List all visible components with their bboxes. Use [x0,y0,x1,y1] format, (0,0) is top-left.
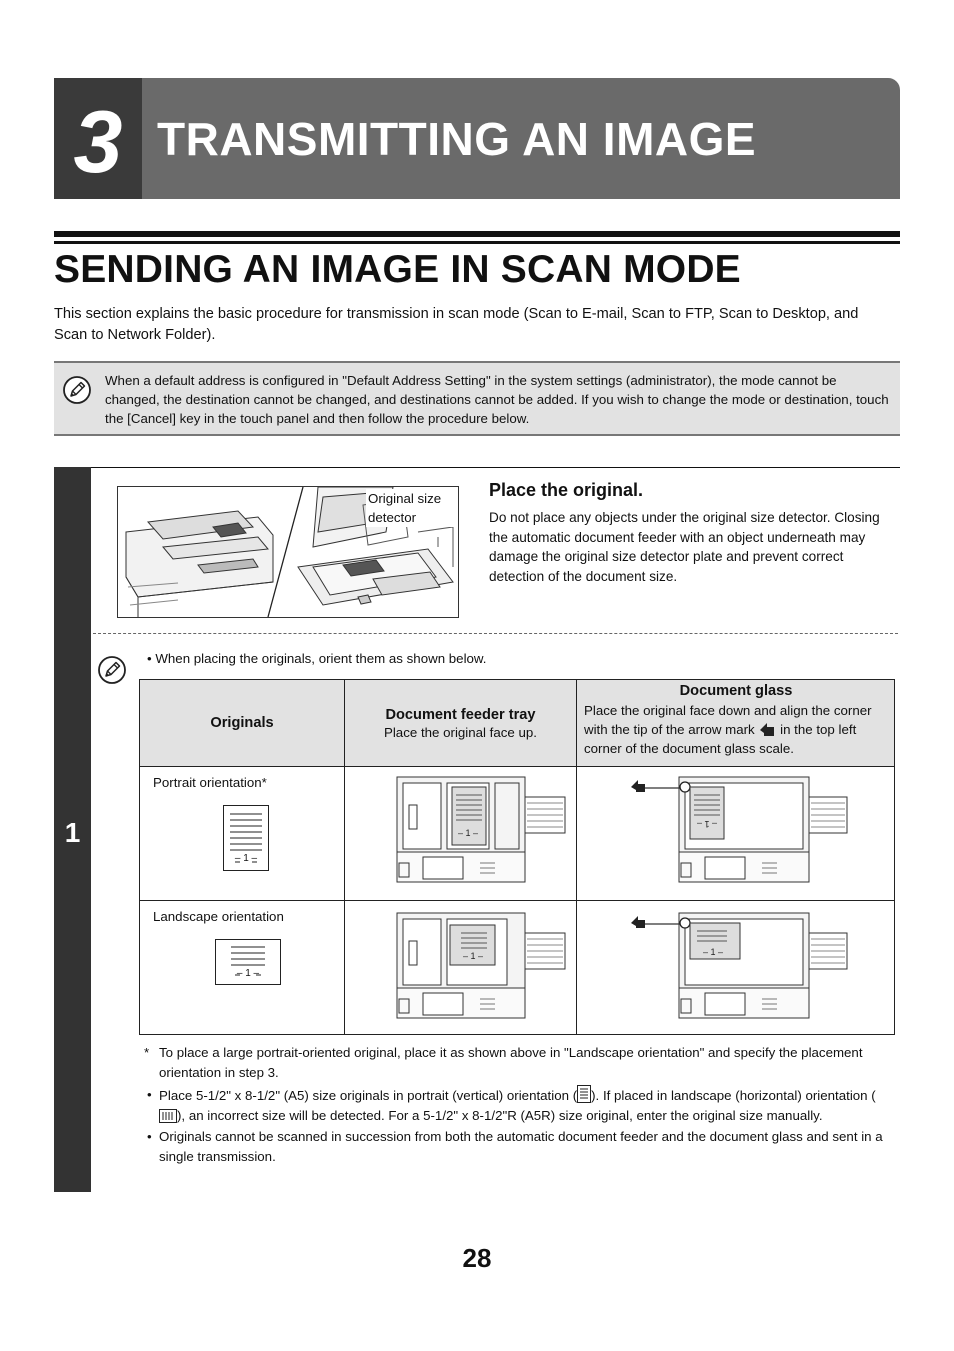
page-number: 28 [462,1243,492,1273]
svg-text:– 1 –: – 1 – [462,951,484,961]
section-rule-thick [54,231,900,237]
step-bar [54,467,91,1192]
bullet-mark: • [147,1087,152,1102]
footnote-asterisk [143,1043,893,1082]
table-row-landscape [140,901,895,1035]
dashed-separator [93,633,898,634]
step-top-line [91,467,900,468]
portrait-page-mark: – 1 – [234,853,258,864]
step-text: Do not place any objects under the original size detector. Closing the automatic document feeder with an object underneath may damage the original size detector plate and prevent correct detection of the document size. [489,510,880,584]
asterisk-mark: * [144,1045,150,1060]
portrait-orientation-icon [577,1085,591,1103]
original-size-detector-callout: Original size detector [366,489,456,527]
chapter-banner [54,78,900,199]
header-glass-text [584,701,888,758]
header-originals-label: Originals [210,715,274,731]
footnote-succession [143,1127,893,1166]
header-feeder-text: Place the original face up. [383,724,537,740]
orientation-tip: • When placing the originals, orient them as shown below. [147,651,487,666]
svg-text:– 1 –: – 1 – [457,828,479,838]
footnote-a5-text-a: Place 5-1/2" x 8-1/2" (A5) size originals in portrait (vertical) orientation ( [159,1088,578,1103]
section-intro: This section explains the basic procedure for transmission in scan mode (Scan to E-mail, Scan to FTP, Scan to Desktop, and Scan to Network Folder). [54,306,859,343]
step-heading: Place the original. [489,480,644,500]
pencil-note-icon [62,375,92,405]
section-title: SENDING AN IMAGE IN SCAN MODE [54,248,741,291]
pencil-tip-icon [97,655,127,685]
footnote-succession-text: Originals cannot be scanned in succession from both the automatic document feeder and the document glass and sent in a single transmission. [159,1129,883,1164]
footnote-a5-text-c: ), an incorrect size will be detected. For a 5-1/2" x 8-1/2"R (A5R) size original, enter the original size manually. [177,1107,823,1123]
chapter-number-box [54,78,142,199]
document-glass-landscape-image [627,911,862,1023]
landscape-label: Landscape orientation [153,909,284,924]
footnotes [143,1043,893,1168]
bullet-mark-2: • [147,1129,152,1144]
document-glass-portrait-image [627,775,862,887]
section-rule-thin [54,241,900,244]
landscape-page-mark: – 1 – [236,968,260,979]
header-glass-text-b: in the top left corner of the document glass scale. [584,722,857,756]
header-feeder [345,680,577,767]
note-text: When a default address is configured in "Default Address Setting" in the system settings (administrator), the mode cannot be changed, the destination cannot be changed, and destinations cannot be added. If you wish to change the mode or destination, touch the [Cancel] key in the touch panel and then follow the procedure below. [105,373,889,426]
feeder-tray-landscape-image [395,911,570,1021]
footnote-asterisk-text: To place a large portrait-oriented original, place it as shown above in "Landscape orientation" and specify the placement orientation in step 3. [159,1045,863,1080]
svg-text:– 1 –: – 1 – [696,819,718,829]
footnote-a5 [143,1085,893,1125]
orientation-table [139,679,895,1035]
header-glass [577,680,895,767]
header-glass-text-a: Place the original face down and align the corner with the tip of the arrow mark [584,703,872,737]
chapter-number: 3 [73,92,123,191]
feeder-tray-portrait-image [395,775,570,885]
step-number: 1 [64,817,81,848]
footnote-a5-text-b: ). If placed in landscape (horizontal) orientation ( [591,1088,876,1103]
chapter-title: TRANSMITTING AN IMAGE [157,113,757,165]
note-box [54,361,900,436]
svg-text:– 1 –: – 1 – [702,947,724,957]
header-originals [140,680,345,767]
header-glass-title: Document glass [679,683,793,699]
table-row-portrait [140,767,895,901]
corner-arrow-icon [758,722,776,737]
landscape-orientation-icon [159,1109,177,1123]
portrait-label: Portrait orientation* [153,775,267,790]
header-feeder-title: Document feeder tray [385,706,536,723]
table-header-row [140,680,895,767]
